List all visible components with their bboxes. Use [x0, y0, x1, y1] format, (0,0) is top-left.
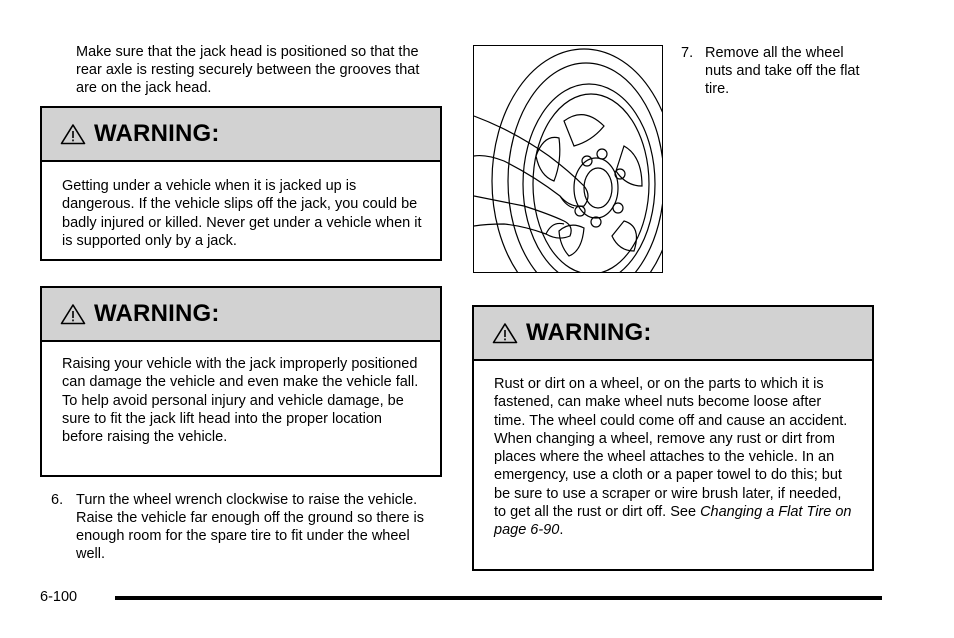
warning-triangle-icon: [492, 322, 518, 344]
warning-text: Getting under a vehicle when it is jacked up is dangerous. If the vehicle slips off the jack, you could be badly injured or killed. Never get under a vehicle when it is supported only by a jack.: [62, 178, 422, 249]
step-text: Remove all the wheel nuts and take off the flat tire.: [705, 45, 860, 97]
intro-paragraph: Make sure that the jack head is positioned so that the rear axle is resting securely between the grooves that are on the jack head.: [76, 44, 420, 97]
step-text: Turn the wheel wrench clockwise to raise the vehicle. Raise the vehicle far enough off the ground so there is enough room for the spare tire to fit under the wheel well.: [76, 492, 424, 562]
warning-body: [474, 361, 872, 540]
warning-header: [42, 108, 440, 162]
warning-text: Rust or dirt on a wheel, or on the parts to which it is fastened, can make wheel nuts become loose after time. The wheel could come off and cause an accident. When changing a wheel, remove any rust or dirt from places where the wheel attaches to the vehicle. In an emergency, use a cloth or a paper towel to do this; but be sure to use a scraper or wire brush later, if needed, to get all the rust or dirt off. See: [494, 376, 848, 521]
warning-body: [42, 342, 440, 446]
warning-box-rust-dirt: [472, 305, 874, 571]
warning-title: WARNING:: [94, 300, 220, 327]
page-number: 6-100: [40, 589, 78, 605]
warning-triangle-icon: [60, 123, 86, 145]
warning-header: [42, 288, 440, 342]
warning-text: Raising your vehicle with the jack improperly positioned can damage the vehicle and even make the vehicle fall. To help avoid personal injury and vehicle damage, be sure to fit the jack lift head into the proper location before raising the vehicle.: [62, 356, 419, 446]
step-number: 6.: [51, 492, 64, 508]
footer-rule: [115, 596, 882, 600]
step-7: [681, 44, 881, 100]
step-number: 7.: [681, 45, 694, 61]
cross-reference-link[interactable]: Changing a Flat Tire on page 6-90: [494, 504, 852, 539]
wheel-illustration-icon: [474, 46, 662, 272]
warning-title: WARNING:: [94, 120, 220, 147]
step-6: [51, 491, 431, 565]
wheel-nut-removal-illustration: [473, 45, 663, 273]
warning-text-end: .: [559, 522, 564, 539]
warning-header: [474, 307, 872, 361]
warning-title: WARNING:: [526, 319, 652, 346]
warning-box-jack-position: [40, 286, 442, 477]
warning-triangle-icon: [60, 303, 86, 325]
warning-body: [42, 162, 440, 250]
warning-box-jacked-vehicle: [40, 106, 442, 261]
